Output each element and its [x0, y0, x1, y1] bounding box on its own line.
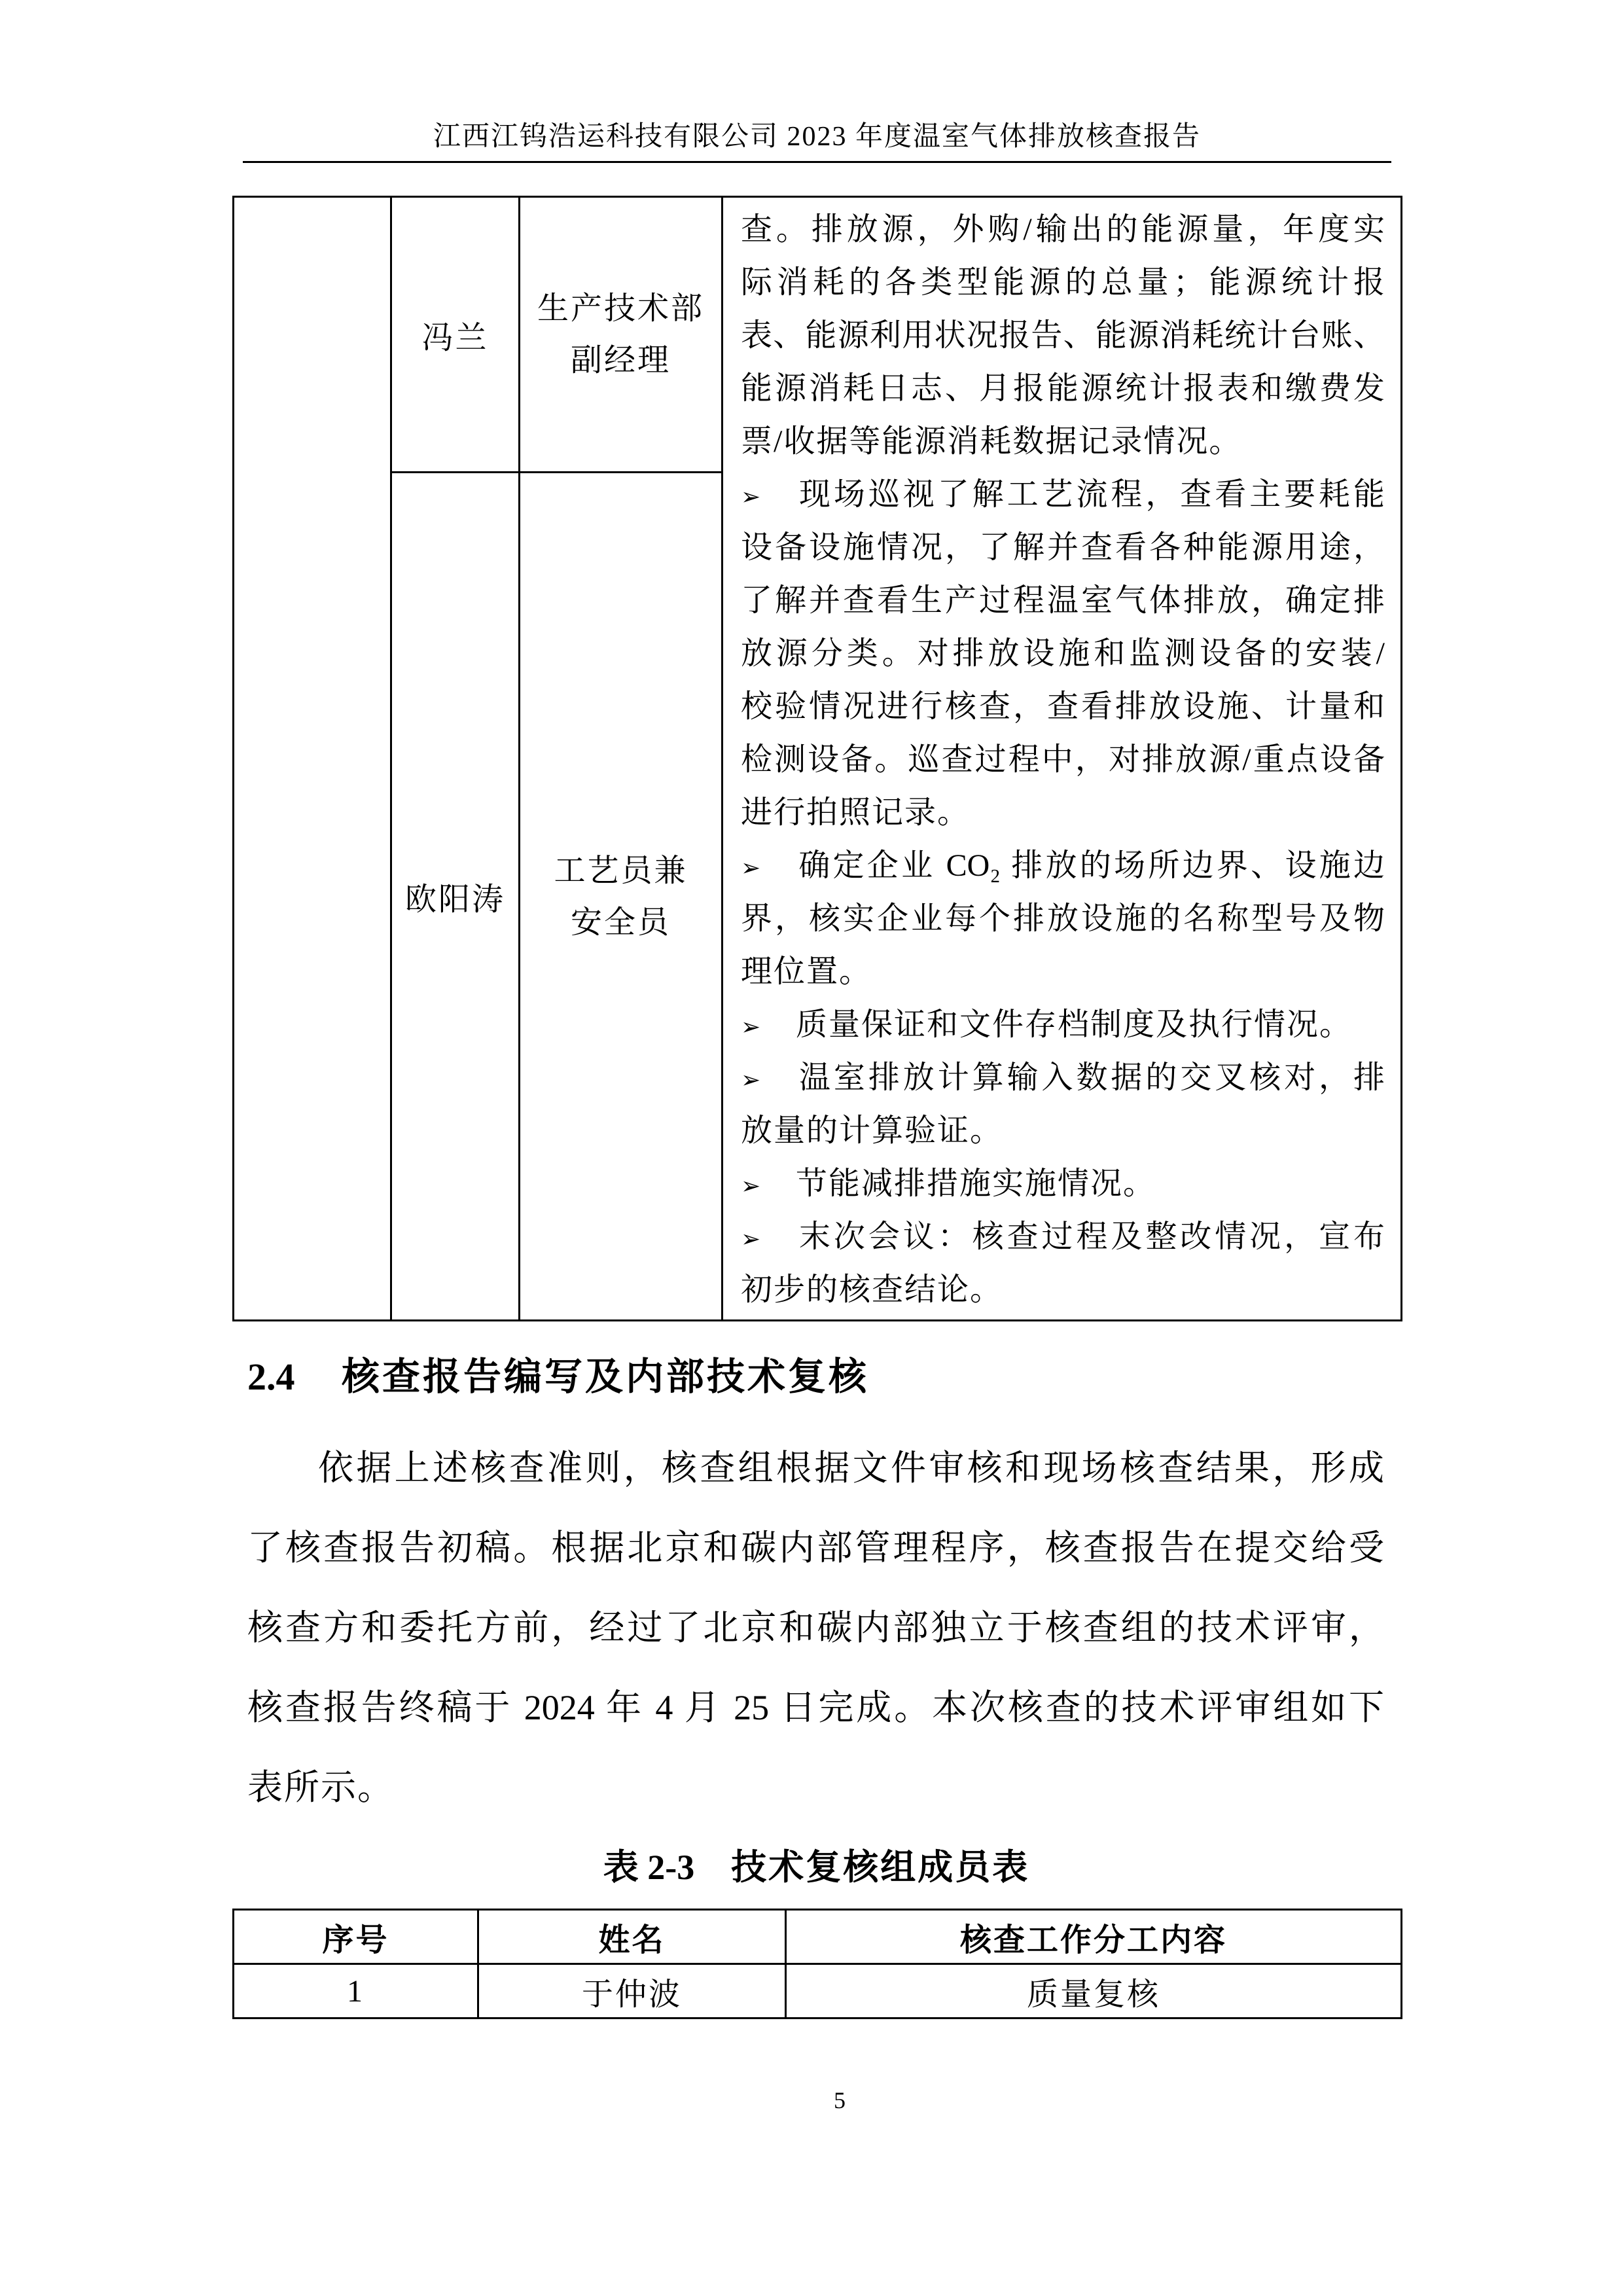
- table-row: [234, 1964, 1402, 2018]
- role-line: 工艺员兼: [554, 853, 688, 888]
- content-line: 进行拍照记录。: [741, 795, 971, 830]
- body-paragraph: [247, 1428, 1384, 1827]
- content-line: 初步的核查结论。: [741, 1272, 1003, 1307]
- column-header: 核查工作分工内容: [786, 1910, 1402, 1964]
- content-line: 界，核实企业每个排放设施的名称型号及物: [741, 901, 1385, 936]
- paragraph-line: 依据上述核查准则，核查组根据文件审核和现场核查结果，形成: [318, 1448, 1384, 1488]
- paragraph-line: 核查方和委托方前，经过了北京和碳内部独立于核查组的技术评审，: [247, 1608, 1384, 1647]
- arrow-bullet-icon: ➢: [741, 855, 761, 882]
- member-role-cell: [520, 197, 722, 473]
- section-title: 核查报告编写及内部技术复核: [342, 1355, 870, 1398]
- table-row: [234, 197, 1402, 473]
- arrow-bullet-icon: ➢: [741, 1173, 761, 1200]
- role-line: 安全员: [570, 905, 671, 940]
- paragraph-line: 了核查报告初稿。根据北京和碳内部管理程序，核查报告在提交给受: [247, 1528, 1384, 1568]
- content-line: 能源消耗日志、月报能源统计报表和缴费发: [741, 371, 1385, 406]
- table-cell: 于仲波: [478, 1964, 786, 2018]
- member-role-cell: [520, 473, 722, 1321]
- bullet-item-first-line: [741, 468, 1385, 521]
- section-heading: [247, 1348, 869, 1407]
- bullet-item-first-line: [741, 1051, 1385, 1104]
- content-line: 际消耗的各类型能源的总量；能源统计报: [741, 265, 1385, 300]
- table-cell: 1: [234, 1964, 478, 2018]
- column-header: 姓名: [478, 1910, 786, 1964]
- role-line: 生产技术部: [537, 291, 704, 326]
- content-line: 放量的计算验证。: [741, 1113, 1003, 1148]
- member-name-cell: 冯兰: [391, 197, 520, 473]
- group-cell: [234, 197, 391, 1321]
- bullet-item-first-line: [741, 1210, 1385, 1263]
- page-number: 5: [834, 2087, 846, 2113]
- verification-team-table: [232, 196, 1402, 1321]
- content-text: 质量保证和文件存档制度及执行情况。: [796, 1007, 1353, 1042]
- bullet-item-first-line: [741, 1157, 1385, 1210]
- arrow-bullet-icon: ➢: [741, 1067, 761, 1094]
- content-text: 末次会议：核查过程及整改情况，宣布: [796, 1219, 1385, 1254]
- content-line: 设备设施情况，了解并查看各种能源用途，: [741, 530, 1385, 565]
- arrow-bullet-icon: ➢: [741, 1014, 761, 1041]
- content-line: 票/收据等能源消耗数据记录情况。: [741, 424, 1242, 459]
- content-line: 表、能源利用状况报告、能源消耗统计台账、: [741, 318, 1385, 353]
- paragraph-line: 表所示。: [247, 1768, 394, 1807]
- table-caption: [232, 1841, 1400, 1893]
- technical-review-table: [232, 1909, 1402, 2019]
- paragraph-line: 核查报告终稿于 2024 年 4 月 25 日完成。本次核查的技术评审组如下: [247, 1688, 1384, 1727]
- caption-label: 表 2-3: [603, 1848, 695, 1887]
- arrow-bullet-icon: ➢: [741, 1226, 761, 1253]
- content-text: 温室排放计算输入数据的交叉核对，排: [796, 1060, 1385, 1095]
- content-line: 理位置。: [741, 954, 872, 989]
- member-name-cell: 欧阳涛: [391, 473, 520, 1321]
- content-line: 放源分类。对排放设施和监测设备的安装/: [741, 636, 1385, 671]
- section-number: 2.4: [247, 1355, 295, 1398]
- running-header: 江西江钨浩运科技有限公司 2023 年度温室气体排放核查报告: [243, 113, 1391, 163]
- bullet-item-first-line: [741, 998, 1385, 1051]
- table-header-row: [234, 1910, 1402, 1964]
- content-line: 了解并查看生产过程温室气体排放，确定排: [741, 583, 1385, 618]
- table-cell: 质量复核: [786, 1964, 1402, 2018]
- content-text: 确定企业 CO₂ 排放的场所边界、设施边: [796, 848, 1385, 883]
- content-text: 节能减排措施实施情况。: [796, 1166, 1156, 1201]
- content-line: 校验情况进行核查，查看排放设施、计量和: [741, 689, 1385, 724]
- arrow-bullet-icon: ➢: [741, 484, 761, 511]
- work-content-cell: [722, 197, 1402, 1321]
- content-line: 检测设备。巡查过程中，对排放源/重点设备: [741, 742, 1385, 777]
- content-line: 查。排放源，外购/输出的能源量，年度实: [741, 212, 1385, 247]
- column-header: 序号: [234, 1910, 478, 1964]
- bullet-item-first-line: [741, 839, 1385, 892]
- caption-title: 技术复核组成员表: [731, 1848, 1030, 1887]
- role-line: 副经理: [570, 343, 671, 378]
- content-text: 现场巡视了解工艺流程，查看主要耗能: [796, 477, 1385, 512]
